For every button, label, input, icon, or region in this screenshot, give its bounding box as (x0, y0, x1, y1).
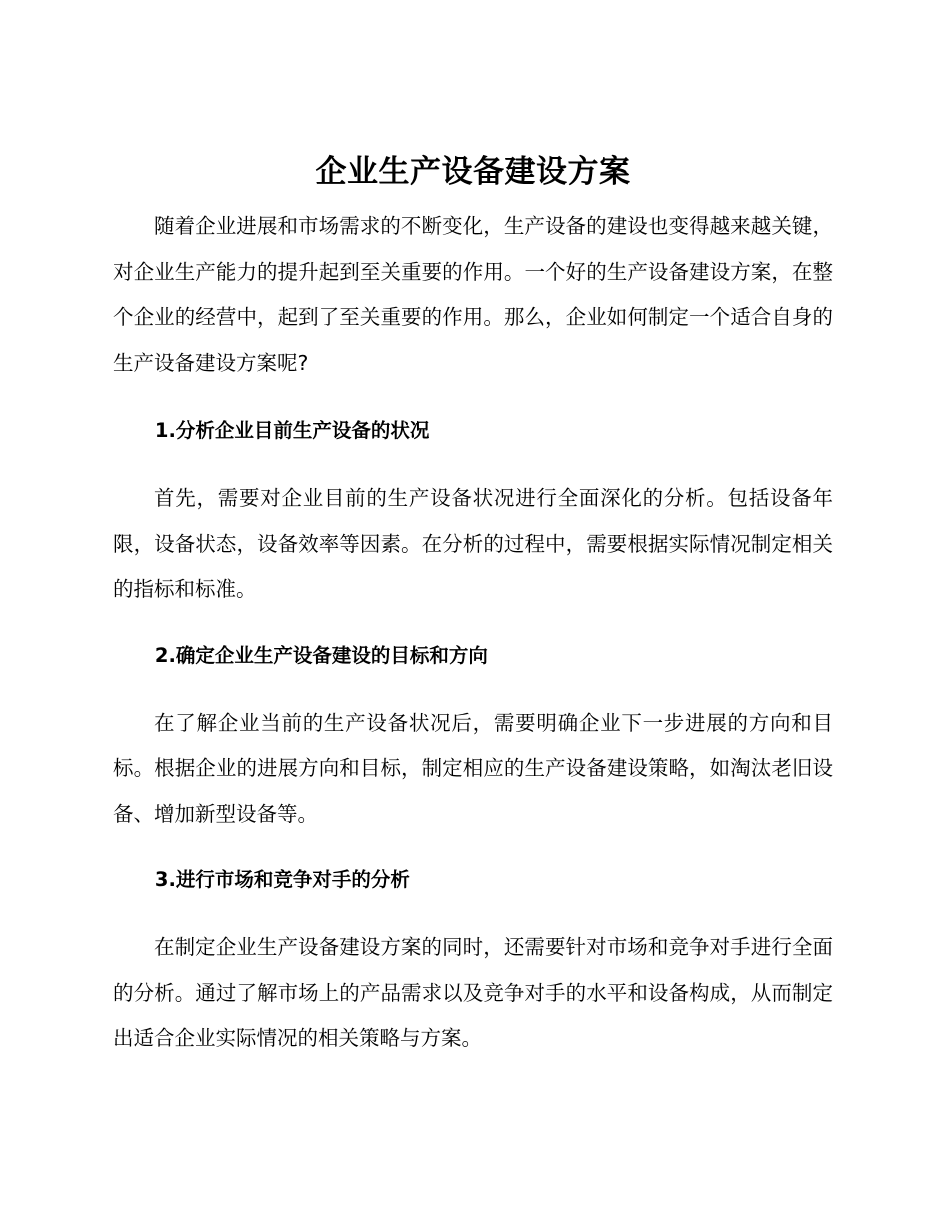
section-3-body: 在制定企业生产设备建设方案的同时，还需要针对市场和竞争对手进行全面的分析。通过了解市场上的产品需求以及竞争对手的水平和设备构成，从而制定出适合企业实际情况的相关策略与方案。 (113, 935, 833, 1050)
section-2-heading: 2.确定企业生产设备建设的目标和方向 (154, 643, 488, 667)
document-title: 企业生产设备建设方案 (315, 154, 631, 190)
section-2-body: 在了解企业当前的生产设备状况后，需要明确企业下一步进展的方向和目标。根据企业的进展方向和目标，制定相应的生产设备建设策略，如淘汰老旧设备、增加新型设备等。 (113, 710, 833, 826)
section-1-body: 首先，需要对企业目前的生产设备状况进行全面深化的分析。包括设备年限，设备状态，设备效率等因素。在分析的过程中，需要根据实际情况制定相关的指标和标准。 (113, 486, 833, 601)
section-3-heading: 3.进行市场和竞争对手的分析 (154, 868, 410, 891)
document-page (113, 148, 833, 1062)
section-1-heading: 1.分析企业目前生产设备的状况 (154, 419, 430, 442)
intro-paragraph: 随着企业进展和市场需求的不断变化，生产设备的建设也变得越来越关键，对企业生产能力的提升起到至关重要的作用。一个好的生产设备建设方案，在整个企业的经营中，起到了至关重要的作用。那么，企业如何制定一个适合自身的生产设备建设方案呢? (113, 214, 833, 375)
